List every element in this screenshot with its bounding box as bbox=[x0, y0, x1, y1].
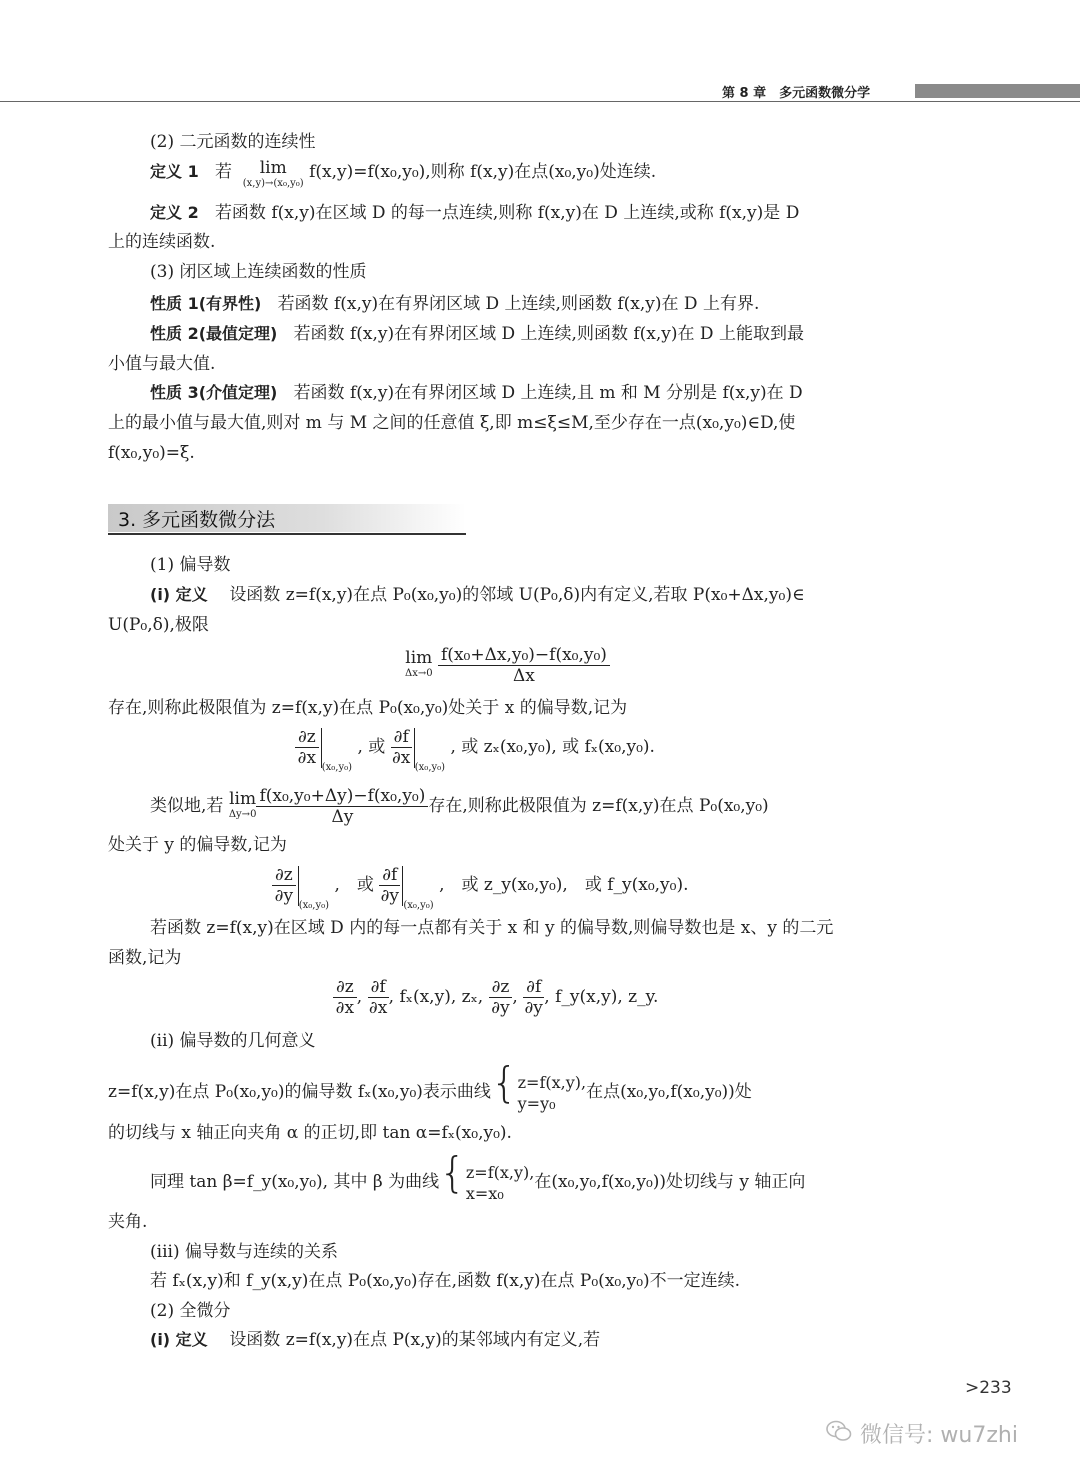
property-1 bbox=[150, 292, 759, 316]
def1-body: f(x,y)=f(x₀,y₀),则称 f(x,y)在点(x₀,y₀)处连续. bbox=[309, 162, 657, 182]
prop1-body: 若函数 f(x,y)在有界闭区域 D 上连续,则函数 f(x,y)在 D 上有界. bbox=[277, 294, 760, 314]
def1-lim-sub: (x,y)→(x₀,y₀) bbox=[242, 178, 304, 189]
fn4: ∂f bbox=[523, 977, 544, 998]
def1-if: 若 bbox=[214, 162, 232, 182]
geometric-statement-y: 同理 tan β=f_y(x₀,y₀), 其中 β 为曲线{ z=f(x,y), x=x₀ 在(x₀,y₀,f(x₀,y₀))处切线与 y 轴正向 bbox=[150, 1148, 806, 1203]
pd-x-rest: , 或 zₓ(x₀,y₀), 或 fₓ(x₀,y₀). bbox=[450, 737, 655, 757]
pd-x-statement: 存在,则称此极限值为 z=f(x,y)在点 P₀(x₀,y₀)处关于 x 的偏导数,记为 bbox=[108, 698, 628, 718]
td-def-body: 设函数 z=f(x,y)在点 P(x,y)的某邻域内有定义,若 bbox=[229, 1330, 601, 1350]
prop1-label: 性质 1(有界性) bbox=[150, 294, 262, 313]
geo-x-sys1: z=f(x,y), bbox=[517, 1072, 587, 1092]
yor1: , 或 bbox=[334, 875, 374, 895]
geo-y-cont: 夹角. bbox=[108, 1212, 148, 1232]
watermark-text: 微信号: wu7zhi bbox=[860, 1423, 1018, 1448]
prop3-cont-1: 上的最小值与最大值,则对 m 与 M 之间的任意值 ξ,即 m≤ξ≤M,至少存在一点(x₀,y₀)∈D,使 bbox=[108, 413, 796, 433]
prop3-label: 性质 3(介值定理) bbox=[150, 383, 278, 402]
fd2: ∂x bbox=[368, 998, 388, 1018]
lim-y-numerator: f(x₀,y₀+Δy)−f(x₀,y₀) bbox=[256, 786, 428, 807]
similarly: 类似地,若 bbox=[150, 796, 224, 816]
pd-def-body: 设函数 z=f(x,y)在点 P₀(x₀,y₀)的邻域 U(P₀,δ)内有定义,若取 P(x₀+Δx,y₀)∈ bbox=[229, 585, 805, 605]
d1: ∂x bbox=[297, 748, 317, 768]
def2-body: 若函数 f(x,y)在区域 D 的每一点连续,则称 f(x,y)在 D 上连续,或称 f(x,y)是 D bbox=[214, 203, 800, 223]
subsection-closed-region: (3) 闭区域上连续函数的性质 bbox=[150, 262, 367, 282]
property-2 bbox=[150, 322, 804, 346]
fn2: ∂f bbox=[368, 977, 389, 998]
s1: (x₀,y₀) bbox=[321, 762, 353, 773]
fd3: ∂y bbox=[491, 998, 510, 1018]
limit-formula-x bbox=[405, 645, 610, 686]
prop2-cont: 小值与最大值. bbox=[108, 354, 216, 374]
ys2: (x₀,y₀) bbox=[403, 900, 434, 911]
pd-def-cont: U(P₀,δ),极限 bbox=[108, 615, 209, 635]
or1: , 或 bbox=[357, 737, 386, 757]
pd-y-notation bbox=[272, 865, 689, 918]
prop3-body: 若函数 f(x,y)在有界闭区域 D 上连续,且 m 和 M 分别是 f(x,y)在 D bbox=[293, 383, 803, 403]
definition-2 bbox=[150, 201, 799, 225]
n2: ∂f bbox=[391, 727, 412, 748]
geo-y-sys1: z=f(x,y), bbox=[465, 1162, 535, 1182]
def1-label: 定义 1 bbox=[150, 162, 199, 181]
geo-x-body: z=f(x,y)在点 P₀(x₀,y₀)的偏导数 fₓ(x₀,y₀)表示曲线 bbox=[108, 1082, 491, 1102]
subsection-geometric-meaning: (ii) 偏导数的几何意义 bbox=[150, 1031, 316, 1051]
geo-x-sys2: y=y₀ bbox=[517, 1093, 556, 1113]
lim-x-denominator: Δx bbox=[513, 666, 535, 686]
wechat-icon bbox=[826, 1420, 852, 1442]
geo-x-cont: 的切线与 x 轴正向夹角 α 的正切,即 tan α=fₓ(x₀,y₀). bbox=[108, 1123, 512, 1143]
ys1: (x₀,y₀) bbox=[298, 900, 330, 911]
def2-cont: 上的连续函数. bbox=[108, 232, 216, 252]
prop2-label: 性质 2(最值定理) bbox=[150, 324, 278, 343]
definition-1 bbox=[150, 160, 656, 192]
geo-y-sys2: x=x₀ bbox=[465, 1183, 504, 1203]
yn2: ∂f bbox=[379, 865, 400, 886]
page-number: >233 bbox=[965, 1378, 1012, 1398]
property-3 bbox=[150, 381, 803, 405]
td-definition bbox=[150, 1328, 600, 1352]
lim-y-denominator: Δy bbox=[331, 807, 354, 827]
pd-y-rest: , 或 z_y(x₀,y₀), 或 f_y(x₀,y₀). bbox=[439, 875, 689, 895]
prop2-body: 若函数 f(x,y)在有界闭区域 D 上连续,则函数 f(x,y)在 D 上能取到最 bbox=[293, 324, 804, 344]
geometric-statement-x: z=f(x,y)在点 P₀(x₀,y₀)的偏导数 fₓ(x₀,y₀)表示曲线{ z=f(x,y), y=y₀ 在点(x₀,y₀,f(x₀,y₀))处 bbox=[108, 1058, 752, 1113]
lim-x-label: lim bbox=[405, 647, 433, 668]
pd-def-label: (i) 定义 bbox=[150, 585, 208, 604]
def1-lim: lim bbox=[259, 158, 287, 178]
subsection-total-differential: (2) 全微分 bbox=[150, 1301, 231, 1321]
td-def-label: (i) 定义 bbox=[150, 1330, 208, 1349]
fd1: ∂x bbox=[335, 998, 355, 1018]
yn1: ∂z bbox=[272, 865, 296, 886]
s2: (x₀,y₀) bbox=[414, 762, 446, 773]
lim-y-label: lim bbox=[229, 788, 257, 809]
subsection-pd-continuity: (iii) 偏导数与连续的关系 bbox=[150, 1242, 338, 1262]
subsection-continuity: (2) 二元函数的连续性 bbox=[150, 132, 316, 152]
geo-y-body: 同理 tan β=f_y(x₀,y₀), 其中 β 为曲线 bbox=[150, 1172, 440, 1192]
section-3-title: 3. 多元函数微分法 bbox=[118, 509, 276, 531]
fd4: ∂y bbox=[524, 998, 543, 1018]
pd-y-statement bbox=[150, 786, 769, 827]
fend: , f_y(x,y), z_y. bbox=[544, 987, 659, 1007]
header-rule bbox=[0, 101, 1080, 102]
lim-y-sub: Δy→0 bbox=[228, 808, 257, 820]
geo-y-tail: 在(x₀,y₀,f(x₀,y₀))处切线与 y 轴正向 bbox=[534, 1172, 806, 1192]
geo-x-tail: 在点(x₀,y₀,f(x₀,y₀))处 bbox=[586, 1082, 752, 1102]
pd-definition bbox=[150, 583, 805, 607]
subsection-partial-derivative: (1) 偏导数 bbox=[150, 555, 231, 575]
header-bar bbox=[915, 84, 1080, 98]
pd-continuity-statement: 若 fₓ(x,y)和 f_y(x,y)在点 P₀(x₀,y₀)存在,函数 f(x,y)在点 P₀(x₀,y₀)不一定连续. bbox=[150, 1271, 741, 1291]
pd-x-notation bbox=[295, 727, 655, 780]
pd-y-body: 存在,则称此极限值为 z=f(x,y)在点 P₀(x₀,y₀) bbox=[428, 796, 769, 816]
fn1: ∂z bbox=[333, 977, 357, 998]
yd2: ∂y bbox=[380, 886, 400, 906]
running-header: 第 8 章 多元函数微分学 bbox=[722, 86, 871, 101]
lim-x-sub: Δx→0 bbox=[405, 667, 433, 679]
fmid: , fₓ(x,y), zₓ, bbox=[388, 987, 484, 1007]
yd1: ∂y bbox=[274, 886, 294, 906]
pd-function-notation: $\frac{\partial z}{\partial x}$ , $\frac{\partial f}{\partial x}$ , fₓ(x,y), zₓ, $\frac{\partial z}{\partial y}$ , $\frac{\partial f}{\partial y}$ , f_y(x,y), z_y. bbox=[333, 977, 658, 1018]
fn3: ∂z bbox=[489, 977, 513, 998]
lim-x-numerator: f(x₀+Δx,y₀)−f(x₀,y₀) bbox=[438, 645, 610, 666]
d2: ∂x bbox=[392, 748, 411, 768]
pd-function-statement: 若函数 z=f(x,y)在区域 D 内的每一点都有关于 x 和 y 的偏导数,则偏导数也是 x、y 的二元 bbox=[150, 918, 834, 938]
pd-function-cont: 函数,记为 bbox=[108, 948, 182, 968]
section-heading-rule bbox=[108, 533, 466, 535]
prop3-cont-2: f(x₀,y₀)=ξ. bbox=[108, 443, 195, 463]
pd-y-cont: 处关于 y 的偏导数,记为 bbox=[108, 835, 287, 855]
n1: ∂z bbox=[295, 727, 319, 748]
def2-label: 定义 2 bbox=[150, 203, 199, 222]
